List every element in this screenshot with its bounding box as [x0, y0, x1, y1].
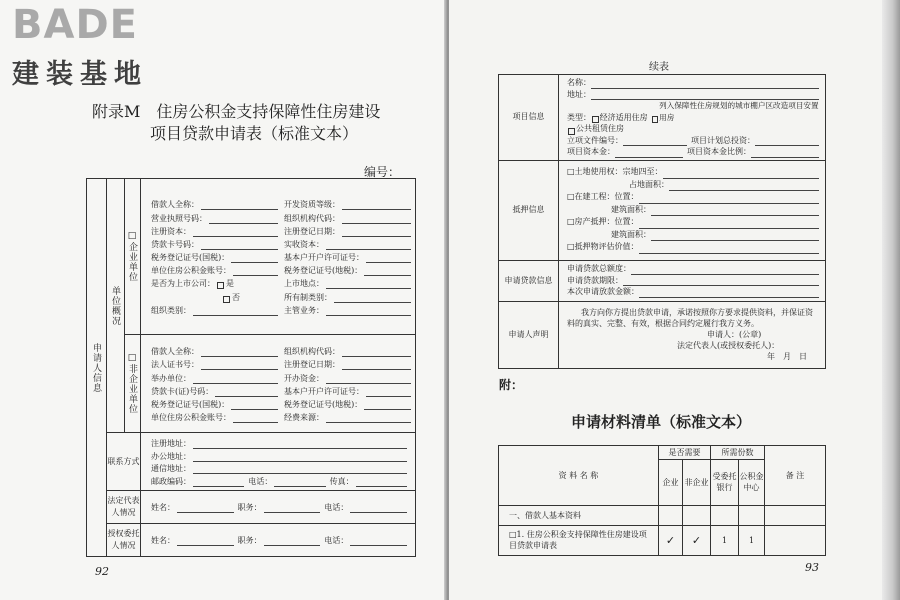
- listed-yes-checkbox[interactable]: [217, 282, 224, 289]
- form-field[interactable]: 姓名： 职务： 电话：: [151, 501, 407, 514]
- serial-number-label: 编号：: [364, 165, 401, 179]
- form-field[interactable]: 立项文件编号： 项目计划总投资：: [567, 135, 819, 147]
- applicant-seal: 申请人：(公章): [707, 330, 762, 339]
- listed-company-field[interactable]: 是否为上市公司： 是: [151, 279, 234, 289]
- brand-subtitle: 建装基地: [12, 59, 148, 90]
- col-required: 是否需要: [659, 446, 711, 460]
- loan-fields: [559, 261, 825, 300]
- application-form-table: [86, 178, 416, 557]
- form-field[interactable]: 组织类别：: [151, 303, 278, 316]
- project-type-field[interactable]: 公共租赁住房: [567, 123, 819, 135]
- form-field[interactable]: □土地使用权：宗地四至：: [567, 166, 819, 179]
- col-remark: 备 注: [765, 446, 826, 506]
- form-field[interactable]: 营业执照号码：: [151, 210, 278, 223]
- project-info-fields: [559, 75, 825, 160]
- collateral-fields: [559, 164, 825, 256]
- continued-title: 续表: [649, 62, 669, 73]
- col-fund: 公积金中心: [739, 460, 765, 506]
- form-field[interactable]: 基本户开户许可证号：: [284, 250, 411, 263]
- form-field[interactable]: 举办单位：: [151, 370, 278, 383]
- form-field[interactable]: 上市地点：: [284, 276, 411, 289]
- form-field[interactable]: 名称：: [567, 77, 819, 89]
- col-copies: 所需份数: [711, 446, 765, 460]
- form-field[interactable]: 开办资金：: [284, 370, 411, 383]
- form-field[interactable]: 法人证书号：: [151, 357, 278, 370]
- non-enterprise-unit-label[interactable]: □非企业单位: [127, 353, 137, 414]
- brand-logo: BADE: [12, 2, 138, 48]
- form-field[interactable]: 所有制类别：: [284, 289, 411, 302]
- legal-rep-fields: [141, 501, 415, 514]
- form-field[interactable]: 注册登记日期：: [284, 357, 411, 370]
- form-field[interactable]: 主管业务：: [284, 303, 411, 316]
- form-field[interactable]: 注册登记日期：: [284, 224, 411, 237]
- type-checkbox[interactable]: [592, 116, 599, 123]
- type-checkbox[interactable]: [568, 128, 575, 135]
- form-field[interactable]: 占地面积：: [567, 179, 819, 192]
- loan-info-label: 申请贷款信息: [499, 260, 559, 301]
- collateral-info-label: 抵押信息: [499, 160, 559, 260]
- materials-list-title: 申请材料清单（标准文本）: [571, 413, 752, 431]
- item1-fund-copies: 1: [739, 526, 765, 556]
- page-number-left: 92: [95, 565, 109, 578]
- materials-list-table: [498, 445, 826, 556]
- form-field[interactable]: 申请贷款总额度：: [567, 263, 819, 275]
- section-row: 一、借款人基本资料: [499, 506, 659, 526]
- form-field[interactable]: 借款人全称：: [151, 197, 278, 210]
- form-field[interactable]: 税务登记证号(地税)：: [284, 263, 411, 276]
- page-edge: [882, 0, 900, 600]
- form-field[interactable]: 办公地址：: [151, 449, 407, 462]
- project-info-label: 项目信息: [499, 75, 559, 161]
- item1-enterprise-check: ✓: [659, 526, 683, 556]
- form-field[interactable]: □房产抵押：位置：: [567, 216, 819, 229]
- form-field[interactable]: 税务登记证号(地税)：: [284, 397, 411, 410]
- form-field[interactable]: 实收资本：: [284, 237, 411, 250]
- listed-no-field[interactable]: 否: [151, 289, 278, 302]
- legal-rep-label: 法定代表人情况: [107, 491, 141, 524]
- left-page: [0, 0, 447, 600]
- form-field[interactable]: 单位住房公积金账号：: [151, 410, 278, 423]
- form-field[interactable]: 项目资本金： 项目资本金比例：: [567, 146, 819, 158]
- form-field[interactable]: 组织机构代码：: [284, 344, 411, 357]
- unit-overview-label: 单位概况: [110, 285, 120, 326]
- form-field[interactable]: 建筑面积：: [567, 229, 819, 242]
- form-field[interactable]: □抵押物评估价值：: [567, 241, 819, 254]
- form-field[interactable]: 贷款卡(证)号码：: [151, 384, 278, 397]
- item1-bank-copies: 1: [711, 526, 739, 556]
- form-field[interactable]: 注册资本：: [151, 224, 278, 237]
- col-material-name: 资 料 名 称: [499, 446, 659, 506]
- col-enterprise: 企业: [659, 460, 683, 506]
- document-title-line1: 附录M 住房公积金支持保障性住房建设: [92, 102, 381, 121]
- authorized-rep-label: 授权委托人情况: [107, 524, 141, 557]
- form-field[interactable]: 贷款卡号码：: [151, 237, 278, 250]
- form-field[interactable]: 姓名： 职务： 电话：: [151, 534, 407, 547]
- form-field[interactable]: 邮政编码： 电话： 传真：: [151, 474, 407, 487]
- form-field[interactable]: 本次申请放款金额：: [567, 286, 819, 298]
- form-field[interactable]: 经费来源：: [284, 410, 411, 423]
- col-non-enterprise: 非企业: [683, 460, 711, 506]
- declaration-date: 年 月 日: [767, 352, 807, 361]
- page-number-right: 93: [805, 561, 819, 574]
- contact-fields: [141, 437, 415, 487]
- form-field[interactable]: □在建工程：位置：: [567, 191, 819, 204]
- attachment-label: 附：: [499, 378, 524, 392]
- contact-label: 联系方式: [107, 433, 141, 491]
- authorized-rep-fields: [141, 534, 415, 547]
- type-checkbox[interactable]: [652, 116, 659, 123]
- non-enterprise-fields: [141, 344, 415, 423]
- form-field[interactable]: 申请贷款期限：: [567, 275, 819, 287]
- form-field[interactable]: 单位住房公积金账号：: [151, 263, 278, 276]
- application-form-continued-table: [498, 74, 826, 369]
- form-field[interactable]: 通信地址：: [151, 462, 407, 475]
- declaration-text: 我方向你方提出贷款申请，承诺按照你方要求提供资料，并保证资料的真实、完整、有效，根据合同约定履行我方义务。: [567, 308, 813, 328]
- document-title-line2: 项目贷款申请表（标准文本）: [150, 124, 359, 143]
- listed-no-checkbox[interactable]: [223, 296, 230, 303]
- form-field[interactable]: 基本户开户许可证号：: [284, 384, 411, 397]
- declaration-block: [559, 305, 825, 364]
- form-field[interactable]: 税务登记证号(国税)：: [151, 250, 278, 263]
- enterprise-unit-label[interactable]: □企业单位: [127, 231, 137, 282]
- legal-rep-signature: 法定代表人(或授权委托人)：: [677, 341, 780, 350]
- table-row-item1-name[interactable]: □1. 住房公积金支持保障性住房建设项目贷款申请表: [499, 526, 659, 556]
- col-bank: 受委托银行: [711, 460, 739, 506]
- form-field[interactable]: 组织机构代码：: [284, 210, 411, 223]
- form-field[interactable]: 税务登记证号(国税)：: [151, 397, 278, 410]
- form-field[interactable]: 开发资质等级：: [284, 197, 411, 210]
- declaration-label: 申请人声明: [499, 301, 559, 368]
- form-field[interactable]: 注册地址：: [151, 437, 407, 450]
- item1-non-enterprise-check: ✓: [683, 526, 711, 556]
- right-page: [449, 0, 900, 600]
- project-type-field[interactable]: 类型： 经济适用住房 列入保障性住房规划的城市棚户区改造项目安置用房: [567, 101, 819, 122]
- form-field[interactable]: 借款人全称：: [151, 344, 278, 357]
- form-field[interactable]: 建筑面积：: [567, 204, 819, 217]
- enterprise-fields: [141, 197, 415, 316]
- form-field[interactable]: 地址：: [567, 89, 819, 101]
- applicant-info-label: 申请人信息: [91, 342, 101, 393]
